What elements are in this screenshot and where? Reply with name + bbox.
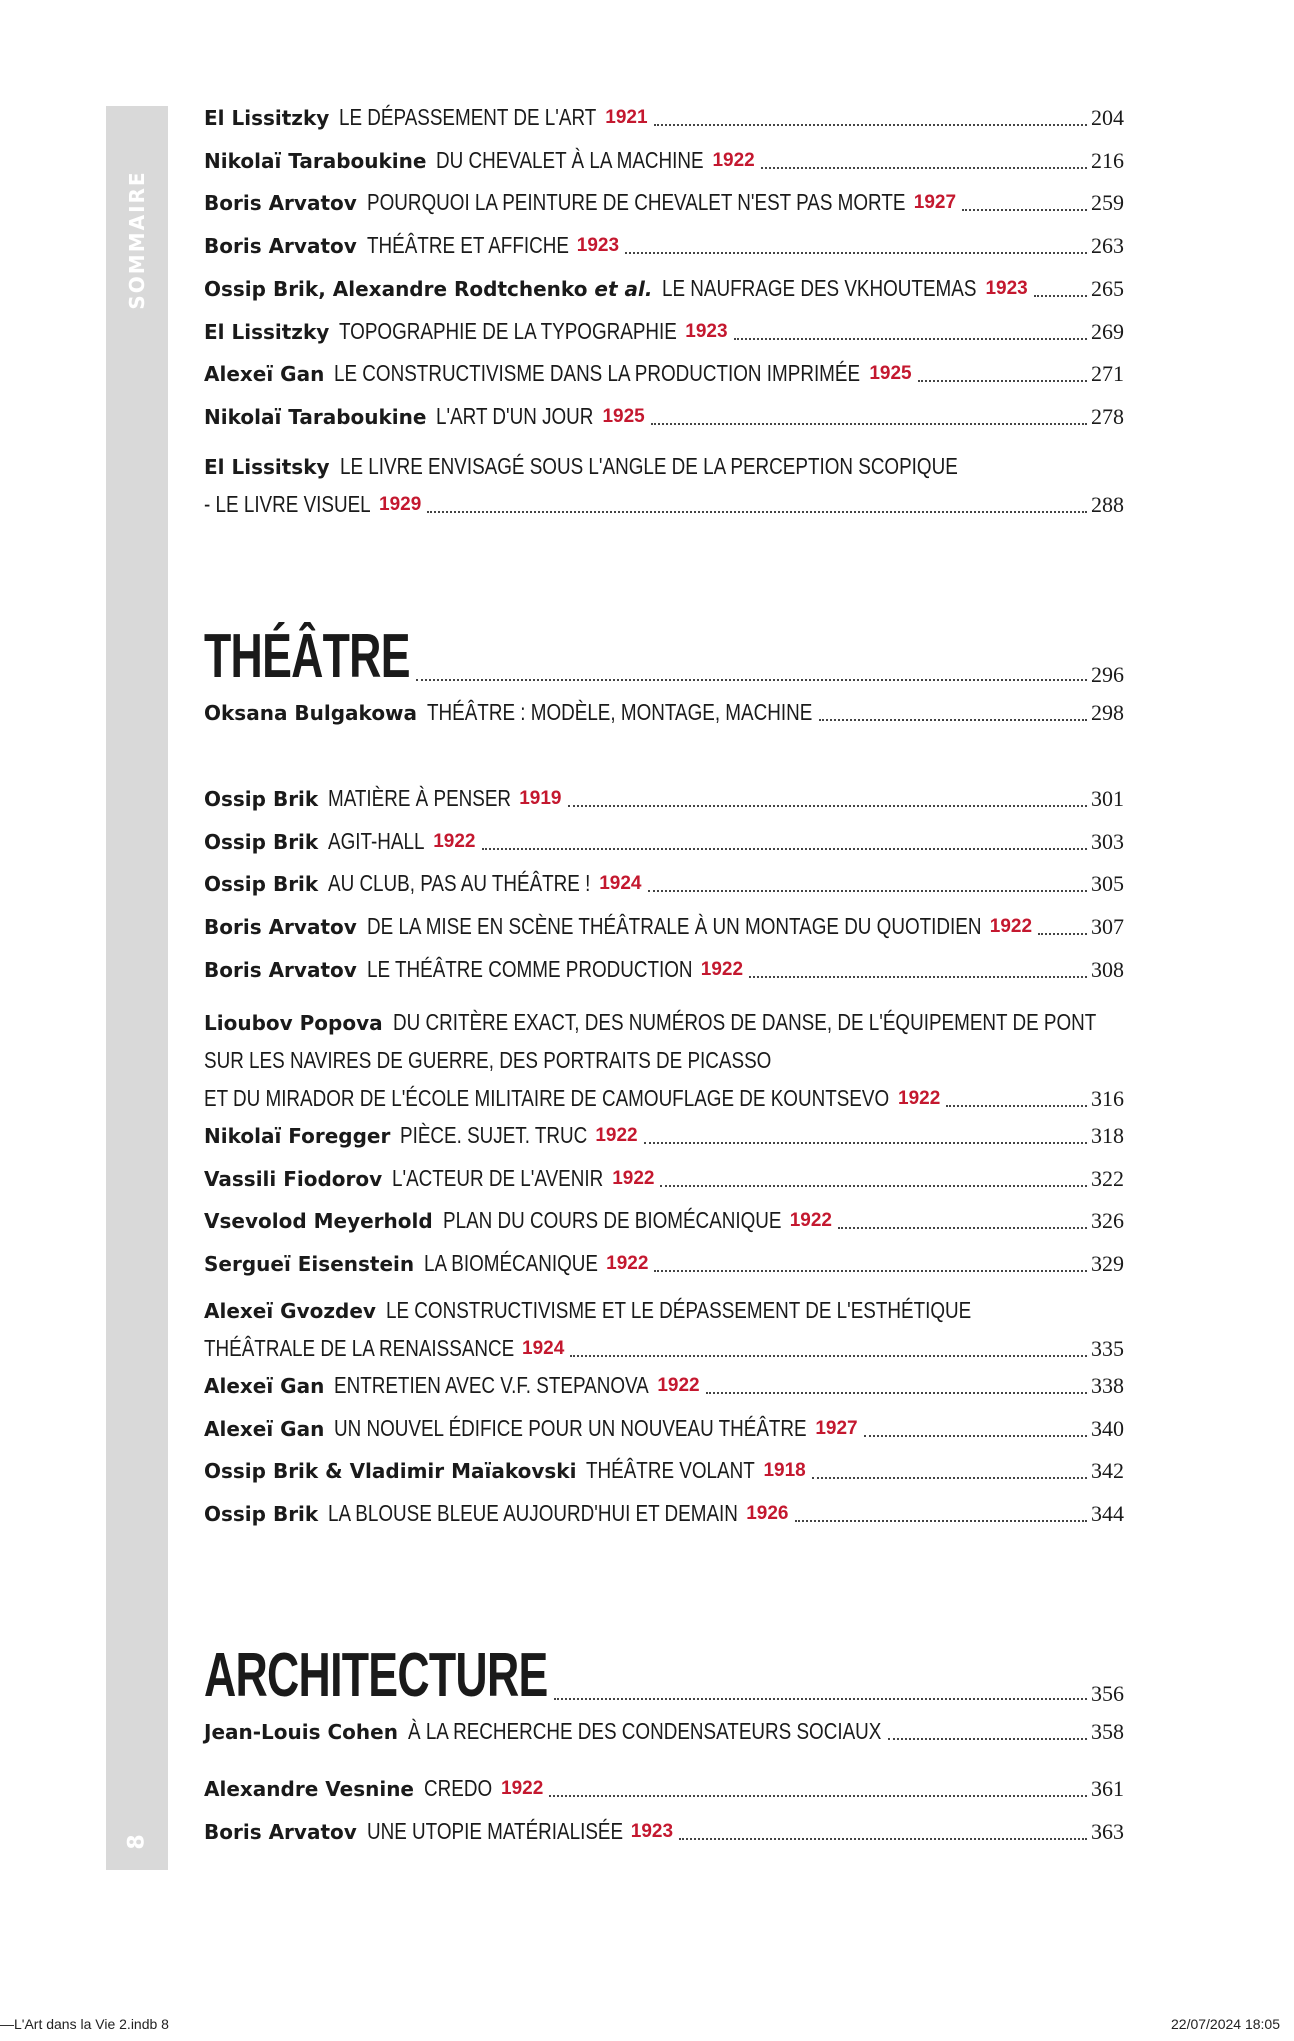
entry-author: Alexeï Gvozdev <box>204 1299 376 1323</box>
entry-author: Alexeï Gan <box>204 1374 325 1398</box>
entry-line <box>204 482 1124 520</box>
entry-line <box>204 1076 1124 1114</box>
leader-dots <box>864 1435 1087 1437</box>
entry-year: 1926 <box>746 1503 789 1525</box>
entry-title-wrap <box>328 1498 738 1529</box>
entry-page-number: 316 <box>1091 1086 1124 1111</box>
entry-year: 1923 <box>576 235 620 257</box>
entry-year: 1923 <box>685 320 728 342</box>
entry-author: Boris Arvatov <box>204 191 357 216</box>
entry-title: LE NAUFRAGE DES VKHOUTEMAS <box>662 274 977 301</box>
section-heading[interactable] <box>204 1641 1124 1710</box>
entry-title-wrap <box>340 451 958 482</box>
leader-dots <box>651 423 1087 425</box>
entry-year: 1922 <box>700 958 744 980</box>
entry-title-wrap <box>204 1045 772 1076</box>
entry-title-wrap <box>586 1455 755 1486</box>
entry-year: 1918 <box>763 1460 806 1482</box>
entry-year: 1923 <box>985 277 1028 299</box>
toc-entry[interactable] <box>204 273 1124 304</box>
toc-entry[interactable] <box>204 1773 1124 1804</box>
leader-dots <box>749 976 1087 978</box>
entry-author: Oksana Bulgakowa <box>204 701 418 725</box>
entry-year: 1925 <box>602 405 645 427</box>
entry-title: TOPOGRAPHIE DE LA TYPOGRAPHIE <box>339 317 678 344</box>
entry-page-number: 288 <box>1091 492 1124 517</box>
entry-title-wrap <box>204 489 371 520</box>
section-title-wrap <box>204 622 410 691</box>
entry-author: El Lissitzky <box>204 319 330 344</box>
entry-author: Boris Arvatov <box>204 1819 357 1844</box>
leader-dots <box>427 511 1087 513</box>
entry-year: 1924 <box>522 1338 565 1359</box>
entry-author: Jean-Louis Cohen <box>204 1720 398 1744</box>
leader-dots <box>654 124 1087 126</box>
entry-title: À LA RECHERCHE DES CONDENSATEURS SOCIAUX <box>407 1718 882 1744</box>
entry-title: THÉÂTRE VOLANT <box>586 1457 756 1484</box>
leader-dots <box>482 848 1088 850</box>
entry-author: Nikolaï Taraboukine <box>204 404 427 429</box>
entry-author: Ossip Brik & Vladimir Maïakovski <box>204 1459 577 1484</box>
entry-title-wrap <box>328 783 511 814</box>
entry-author: Boris Arvatov <box>204 234 357 259</box>
entry-page-number: 204 <box>1091 105 1124 130</box>
entry-title-wrap <box>386 1295 972 1326</box>
entry-title-wrap <box>328 826 425 857</box>
entry-year: 1921 <box>605 107 648 128</box>
entry-page-number: 265 <box>1091 275 1124 301</box>
toc-entry[interactable] <box>204 187 1124 218</box>
leader-dots <box>679 1838 1087 1840</box>
leader-dots <box>812 1477 1087 1479</box>
entry-author: Vassili Fiodorov <box>204 1166 383 1191</box>
entry-title-wrap <box>328 868 591 899</box>
entry-author: Alexeï Gan <box>204 362 325 387</box>
entry-year: 1922 <box>789 1210 832 1232</box>
entry-title-wrap <box>393 1007 1097 1038</box>
entry-title-wrap <box>662 273 977 304</box>
entry-title: DU CRITÈRE EXACT, DES NUMÉROS DE DANSE, DE L'ÉQUIPEMENT DE PONT <box>392 1009 1096 1035</box>
sidebar-label: SOMMAIRE <box>125 170 149 310</box>
leader-dots <box>1034 295 1087 297</box>
entry-title: LA BLOUSE BLEUE AUJOURD'HUI ET DEMAIN <box>328 1500 739 1527</box>
entry-author: Ossip Brik <box>204 1502 319 1527</box>
entry-page-number: 216 <box>1091 147 1124 173</box>
entry-title-wrap <box>367 954 693 985</box>
entry-author: Nikolaï Foregger <box>204 1124 391 1148</box>
entry-title-wrap <box>436 401 594 432</box>
entry-year: 1922 <box>612 1167 655 1189</box>
entry-author: Ossip Brik, Alexandre Rodtchenko et al. <box>204 276 653 301</box>
entry-author: Ossip Brik <box>204 787 319 811</box>
entry-page-number: 363 <box>1091 1818 1124 1844</box>
leader-dots <box>554 1698 1087 1700</box>
entry-page-number: 338 <box>1091 1373 1124 1398</box>
entry-page-number: 342 <box>1091 1458 1124 1484</box>
leader-dots <box>625 252 1087 254</box>
section-title: ARCHITECTURE <box>204 1641 548 1710</box>
entry-title: - LE LIVRE VISUEL <box>204 491 371 517</box>
toc-entry[interactable] <box>204 230 1124 261</box>
leader-dots <box>946 1105 1087 1107</box>
entry-page-number: 326 <box>1091 1208 1124 1234</box>
toc-entry[interactable] <box>204 1205 1124 1236</box>
toc-entry[interactable] <box>204 1413 1124 1444</box>
toc-entry[interactable] <box>204 1288 1124 1364</box>
entry-page-number: 335 <box>1091 1336 1124 1361</box>
leader-dots <box>962 209 1087 211</box>
entry-title-wrap <box>424 1248 598 1279</box>
toc-entry[interactable] <box>204 826 1124 857</box>
entry-title: L'ART D'UN JOUR <box>436 402 594 429</box>
entry-page-number: 263 <box>1091 233 1124 259</box>
entry-year: 1925 <box>869 363 912 385</box>
entry-page-number: 322 <box>1091 1165 1124 1191</box>
sidebar-page-number: 8 <box>124 1834 150 1850</box>
leader-dots <box>918 380 1087 382</box>
entry-page-number: 308 <box>1091 956 1124 982</box>
toc-entry[interactable] <box>204 1163 1124 1194</box>
entry-title-wrap <box>339 102 597 133</box>
entry-page-number: 344 <box>1091 1501 1124 1527</box>
entry-page-number: 259 <box>1091 190 1124 216</box>
leader-dots <box>644 1142 1087 1144</box>
entry-title: LA BIOMÉCANIQUE <box>424 1250 599 1277</box>
entry-title: LE LIVRE ENVISAGÉ SOUS L'ANGLE DE LA PERCEPTION SCOPIQUE <box>339 453 958 479</box>
leader-dots <box>888 1738 1087 1740</box>
entry-title: LE CONSTRUCTIVISME ET LE DÉPASSEMENT DE L'ESTHÉTIQUE <box>385 1297 972 1323</box>
entry-author: Lioubov Popova <box>204 1011 383 1035</box>
entry-author: Nikolaï Taraboukine <box>204 148 427 173</box>
leader-dots <box>706 1392 1087 1394</box>
section-page-number: 296 <box>1091 662 1124 687</box>
entry-title-wrap <box>436 145 704 176</box>
entry-title: THÉÂTRE : MODÈLE, MONTAGE, MACHINE <box>427 699 813 725</box>
entry-title-wrap <box>367 230 569 261</box>
entry-title: THÉÂTRE ET AFFICHE <box>366 232 569 259</box>
entry-author: El Lissitzky <box>204 106 330 130</box>
entry-author: El Lissitsky <box>204 455 330 479</box>
entry-title-wrap <box>339 316 677 347</box>
entry-page-number: 303 <box>1091 828 1124 854</box>
entry-year: 1922 <box>606 1253 649 1275</box>
entry-page-number: 271 <box>1091 361 1124 387</box>
entry-author: Vsevolod Meyerhold <box>204 1209 433 1234</box>
et-al-italic: et al. <box>594 276 653 301</box>
entry-year: 1927 <box>815 1417 858 1439</box>
entry-title: MATIÈRE À PENSER <box>328 785 512 811</box>
entry-title: CREDO <box>424 1775 493 1801</box>
section-page-number: 356 <box>1091 1681 1124 1706</box>
toc-entry[interactable] <box>204 697 1124 728</box>
entry-year: 1922 <box>595 1125 638 1146</box>
toc-entry[interactable] <box>204 1248 1124 1279</box>
entry-author: Boris Arvatov <box>204 957 357 982</box>
entry-page-number: 318 <box>1091 1123 1124 1148</box>
toc-entry[interactable] <box>204 1000 1124 1114</box>
entry-title-wrap <box>400 1120 587 1151</box>
toc-entry[interactable] <box>204 1816 1124 1847</box>
entry-year: 1922 <box>989 916 1033 938</box>
entry-title: LE DÉPASSEMENT DE L'ART <box>339 104 597 130</box>
entry-year: 1922 <box>712 149 755 171</box>
entry-title: DE LA MISE EN SCÈNE THÉÂTRALE À UN MONTAGE DU QUOTIDIEN <box>366 913 982 940</box>
entry-year: 1922 <box>501 1778 544 1799</box>
entry-title: L'ACTEUR DE L'AVENIR <box>392 1164 604 1191</box>
entry-title-wrap <box>367 187 906 218</box>
entry-title: UN NOUVEL ÉDIFICE POUR UN NOUVEAU THÉÂTRE <box>334 1414 807 1441</box>
entry-page-number: 329 <box>1091 1251 1124 1277</box>
entry-title-wrap <box>424 1773 493 1804</box>
footer-file-info: —L'Art dans la Vie 2.indb 8 <box>0 2016 169 2032</box>
entry-author: Boris Arvatov <box>204 915 357 940</box>
entry-title: LE CONSTRUCTIVISME DANS LA PRODUCTION IMPRIMÉE <box>334 360 861 387</box>
entry-title: ET DU MIRADOR DE L'ÉCOLE MILITAIRE DE CAMOUFLAGE DE KOUNTSEVO <box>204 1085 890 1111</box>
toc-entry[interactable] <box>204 316 1124 347</box>
section-title-wrap <box>204 1641 548 1710</box>
entry-title: THÉÂTRALE DE LA RENAISSANCE <box>204 1335 515 1361</box>
entry-title: AGIT-HALL <box>328 827 425 854</box>
toc-entry[interactable] <box>204 954 1124 985</box>
leader-dots <box>838 1227 1087 1229</box>
entry-title: LE THÉÂTRE COMME PRODUCTION <box>366 955 693 982</box>
entry-year: 1929 <box>379 494 422 515</box>
entry-page-number: 269 <box>1091 318 1124 344</box>
entry-title: DU CHEVALET À LA MACHINE <box>436 146 705 173</box>
entry-year: 1919 <box>519 788 562 809</box>
entry-year: 1923 <box>630 1820 674 1842</box>
leader-dots <box>1038 933 1087 935</box>
section-title: THÉÂTRE <box>204 622 410 691</box>
toc-entry[interactable] <box>204 1498 1124 1529</box>
leader-dots <box>549 1795 1087 1797</box>
toc-entry[interactable] <box>204 401 1124 432</box>
toc-entry[interactable] <box>204 1120 1124 1151</box>
entry-page-number: 301 <box>1091 786 1124 811</box>
entry-author: Sergueï Eisenstein <box>204 1252 415 1277</box>
entry-page-number: 340 <box>1091 1415 1124 1441</box>
leader-dots <box>648 890 1088 892</box>
entry-title: ENTRETIEN AVEC V.F. STEPANOVA <box>334 1372 650 1398</box>
toc-entry[interactable] <box>204 102 1124 133</box>
entry-title: POURQUOI LA PEINTURE DE CHEVALET N'EST PAS MORTE <box>366 189 906 216</box>
entry-year: 1922 <box>433 830 476 852</box>
entry-author: Alexeï Gan <box>204 1416 325 1441</box>
leader-dots <box>570 1355 1087 1357</box>
entry-title: UNE UTOPIE MATÉRIALISÉE <box>366 1817 623 1844</box>
entry-page-number: 358 <box>1091 1719 1124 1744</box>
entry-page-number: 361 <box>1091 1776 1124 1801</box>
section-heading[interactable] <box>204 622 1124 691</box>
entry-title-wrap <box>443 1205 782 1236</box>
entry-title-wrap <box>367 911 982 942</box>
leader-dots <box>416 679 1087 681</box>
entry-line <box>204 444 1124 482</box>
leader-dots <box>654 1270 1087 1272</box>
toc-entry[interactable] <box>204 1455 1124 1486</box>
entry-title-wrap <box>367 1816 623 1847</box>
toc-entry[interactable] <box>204 145 1124 176</box>
entry-title-wrap <box>204 1083 890 1114</box>
toc-entry[interactable] <box>204 1716 1124 1747</box>
entry-title: AU CLUB, PAS AU THÉÂTRE ! <box>328 870 591 897</box>
leader-dots <box>660 1185 1087 1187</box>
sidebar-band <box>106 106 168 1870</box>
entry-title: PIÈCE. SUJET. TRUC <box>400 1122 588 1148</box>
entry-page-number: 298 <box>1091 700 1124 725</box>
entry-title-wrap <box>334 1413 807 1444</box>
entry-author: Ossip Brik <box>204 872 319 897</box>
toc-entry[interactable] <box>204 868 1124 899</box>
entry-title: SUR LES NAVIRES DE GUERRE, DES PORTRAITS DE PICASSO <box>204 1047 772 1073</box>
toc-entry[interactable] <box>204 358 1124 389</box>
leader-dots <box>819 719 1087 721</box>
entry-line <box>204 1000 1124 1038</box>
toc-entry[interactable] <box>204 783 1124 814</box>
entry-author: Ossip Brik <box>204 829 319 854</box>
leader-dots <box>795 1520 1088 1522</box>
entry-title: PLAN DU COURS DE BIOMÉCANIQUE <box>442 1207 782 1234</box>
entry-title-wrap <box>334 1370 649 1401</box>
entry-year: 1927 <box>913 192 957 214</box>
leader-dots <box>734 338 1087 340</box>
entry-page-number: 305 <box>1091 871 1124 897</box>
entry-page-number: 307 <box>1091 914 1124 940</box>
entry-title-wrap <box>334 358 861 389</box>
entry-title-wrap <box>408 1716 882 1747</box>
toc-entry[interactable] <box>204 1370 1124 1401</box>
leader-dots <box>568 805 1088 807</box>
leader-dots <box>761 167 1087 169</box>
entry-line <box>204 1288 1124 1326</box>
entry-line <box>204 1038 1124 1076</box>
footer-timestamp: 22/07/2024 18:05 <box>1171 2016 1280 2032</box>
entry-title-wrap <box>427 697 813 728</box>
entry-author: Alexandre Vesnine <box>204 1777 414 1801</box>
entry-title-wrap <box>204 1333 514 1364</box>
toc-entry[interactable] <box>204 444 1124 520</box>
entry-year: 1922 <box>898 1088 941 1109</box>
toc-entry[interactable] <box>204 911 1124 942</box>
entry-title-wrap <box>392 1163 604 1194</box>
entry-year: 1924 <box>599 873 642 895</box>
entry-page-number: 278 <box>1091 403 1124 429</box>
entry-year: 1922 <box>657 1375 700 1396</box>
entry-line <box>204 1326 1124 1364</box>
